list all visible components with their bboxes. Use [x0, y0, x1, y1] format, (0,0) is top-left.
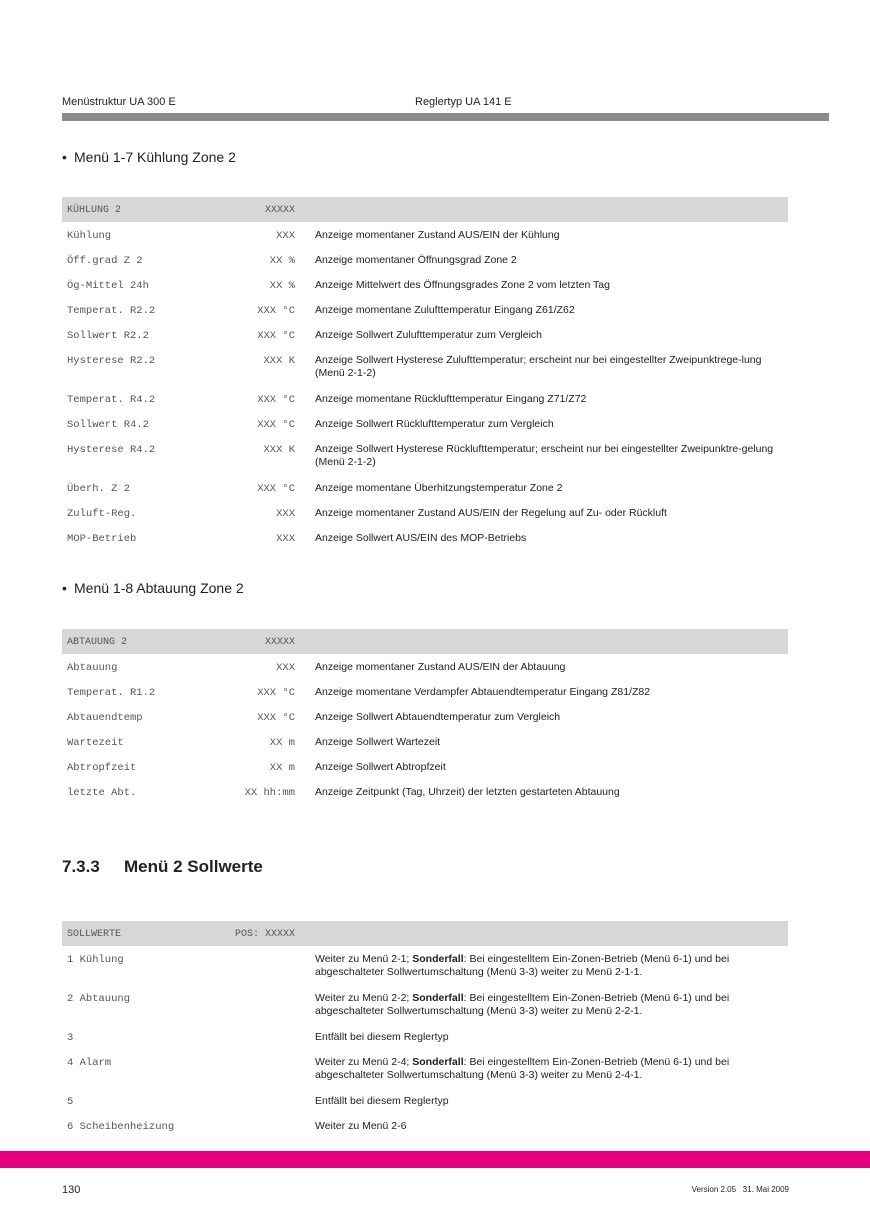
row-label: Öff.grad Z 2 [67, 255, 143, 267]
menu-table-sollwerte [62, 921, 788, 1138]
row-description: Anzeige momentaner Zustand AUS/EIN der Abtauung [315, 661, 566, 673]
desc-emphasis: Sonderfall [412, 992, 464, 1004]
row-value: XX % [269, 255, 295, 267]
desc-text: Weiter zu Menü 2-4; [315, 1056, 413, 1068]
page-number: 130 [62, 1184, 81, 1196]
chapter-heading [62, 857, 263, 877]
row-description: Anzeige Sollwert Abtauendtemperatur zum Vergleich [315, 711, 561, 723]
table-row [62, 779, 788, 804]
row-value: XXX [276, 533, 295, 545]
row-description [315, 953, 785, 979]
desc-text: : Bei eingestelltem Ein-Zonen-Betrieb (Menü 6-1) und bei abgeschalteter Sollwertumschaltung (Menü 3-3) weiter zu Menü 2-1-1. [315, 953, 730, 978]
row-label: Überh. Z 2 [67, 483, 131, 495]
desc-emphasis: Sonderfall [412, 1056, 464, 1068]
row-value: XXX °C [257, 483, 295, 495]
row-label: Hysterese R2.2 [67, 355, 156, 367]
chapter-number: 7.3.3 [62, 857, 100, 876]
desc-text: : Bei eingestelltem Ein-Zonen-Betrieb (Menü 6-1) und bei abgeschalteter Sollwertumschaltung (Menü 3-3) weiter zu Menü 2-2-1. [315, 992, 730, 1017]
bullet: • [62, 580, 67, 596]
row-value: XXX °C [257, 330, 295, 342]
section-title-text: Menü 1-8 Abtauung Zone 2 [74, 580, 244, 596]
row-description: Anzeige Sollwert Rücklufttemperatur zum Vergleich [315, 418, 554, 430]
bullet: • [62, 149, 67, 165]
desc-emphasis: Sonderfall [412, 953, 464, 965]
header-value: POS: XXXXX [234, 929, 295, 940]
row-value: XXX [276, 662, 295, 674]
table-row [62, 1113, 788, 1138]
row-label: 3 [67, 1032, 74, 1044]
desc-text: Entfällt bei diesem Reglertyp [315, 1031, 449, 1043]
table-row [62, 679, 788, 704]
row-label: 5 [67, 1096, 74, 1108]
row-label: MOP-Betrieb [67, 533, 137, 545]
row-description: Anzeige Sollwert Zulufttemperatur zum Vergleich [315, 329, 543, 341]
row-value: XXX °C [257, 394, 295, 406]
row-label: Temperat. R1.2 [67, 687, 156, 699]
row-description: Anzeige momentane Zulufttemperatur Eingang Z61/Z62 [315, 304, 575, 316]
section-title-kuehlung [62, 149, 236, 165]
table-row [62, 322, 788, 347]
menu-table-kuehlung [62, 197, 788, 550]
row-description: Anzeige Sollwert Abtropfzeit [315, 761, 446, 773]
row-description [315, 992, 785, 1018]
row-value: XXX [276, 508, 295, 520]
row-description: Anzeige Mittelwert des Öffnungsgrades Zone 2 vom letzten Tag [315, 279, 610, 291]
row-description [315, 1120, 785, 1133]
row-label: Abtauung [67, 662, 118, 674]
row-description: Anzeige Sollwert Hysterese Rücklufttemperatur; erscheint nur bei eingestellter Zweipunktre-gelung (Menü 2-1-2) [315, 443, 774, 468]
row-label: Zuluft-Reg. [67, 508, 137, 520]
chapter-title: Menü 2 Sollwerte [124, 857, 263, 876]
row-description: Anzeige Sollwert AUS/EIN des MOP-Betriebs [315, 532, 527, 544]
table-row [62, 1049, 788, 1088]
table-row [62, 754, 788, 779]
table-row [62, 500, 788, 525]
row-label: 6 Scheibenheizung [67, 1121, 175, 1133]
row-description: Anzeige Sollwert Wartezeit [315, 736, 441, 748]
table-row [62, 985, 788, 1024]
table-row [62, 247, 788, 272]
row-label: Abtauendtemp [67, 712, 143, 724]
row-value: XX hh:mm [244, 787, 295, 799]
table-header [62, 197, 788, 222]
header-rule [62, 113, 829, 121]
table-row [62, 386, 788, 411]
row-value: XXX K [263, 444, 295, 456]
row-description: Anzeige momentane Überhitzungstemperatur Zone 2 [315, 482, 563, 494]
table-row [62, 525, 788, 550]
table-row [62, 654, 788, 679]
version-date: Version 2.05 31. Mai 2009 [691, 1185, 789, 1194]
desc-text: : Bei eingestelltem Ein-Zonen-Betrieb (Menü 6-1) und bei abgeschalteter Sollwertumschaltung (Menü 3-3) weiter zu Menü 2-4-1. [315, 1056, 730, 1081]
row-value: XXX °C [257, 305, 295, 317]
header-label: ABTAUUNG 2 [67, 637, 128, 648]
row-value: XXX °C [257, 419, 295, 431]
section-title-abtauung [62, 580, 244, 596]
table-row [62, 222, 788, 247]
row-label: 1 Kühlung [67, 954, 124, 966]
table-row [62, 347, 788, 386]
row-description: Anzeige momentaner Zustand AUS/EIN der Regelung auf Zu- oder Rückluft [315, 507, 667, 519]
table-row [62, 1024, 788, 1049]
desc-text: Weiter zu Menü 2-2; [315, 992, 413, 1004]
desc-text: Weiter zu Menü 2-6 [315, 1120, 407, 1132]
header-label: SOLLWERTE [67, 929, 122, 940]
row-label: letzte Abt. [67, 787, 137, 799]
header-value: XXXXX [264, 637, 295, 648]
section-title-text: Menü 1-7 Kühlung Zone 2 [74, 149, 236, 165]
row-description [315, 1095, 785, 1108]
row-description: Anzeige Zeitpunkt (Tag, Uhrzeit) der letzten gestarteten Abtauung [315, 786, 620, 798]
row-description: Anzeige momentane Verdampfer Abtauendtemperatur Eingang Z81/Z82 [315, 686, 651, 698]
row-label: Temperat. R2.2 [67, 305, 156, 317]
menu-table-abtauung [62, 629, 788, 804]
row-description: Anzeige momentaner Zustand AUS/EIN der Kühlung [315, 229, 560, 241]
footer-band [0, 1151, 870, 1168]
row-label: Wartezeit [67, 737, 124, 749]
row-description: Anzeige Sollwert Hysterese Zulufttemperatur; erscheint nur bei eingestellter Zweipunktrege-lung (Menü 2-1-2) [315, 354, 762, 379]
row-description [315, 1056, 785, 1082]
table-row [62, 704, 788, 729]
table-row [62, 475, 788, 500]
table-row [62, 1088, 788, 1113]
row-label: Temperat. R4.2 [67, 394, 156, 406]
row-description: Anzeige momentane Rücklufttemperatur Eingang Z71/Z72 [315, 393, 587, 405]
row-value: XXX °C [257, 687, 295, 699]
row-value: XXX [276, 230, 295, 242]
table-row [62, 436, 788, 475]
row-label: Hysterese R4.2 [67, 444, 156, 456]
row-value: XX % [269, 280, 295, 292]
desc-text: Entfällt bei diesem Reglertyp [315, 1095, 449, 1107]
table-header [62, 921, 788, 946]
table-header [62, 629, 788, 654]
row-value: XXX K [263, 355, 295, 367]
table-row [62, 411, 788, 436]
row-label: 4 Alarm [67, 1057, 112, 1069]
header-value: XXXXX [264, 205, 295, 216]
row-label: Sollwert R2.2 [67, 330, 149, 342]
row-value: XX m [269, 762, 295, 774]
row-label: Ög-Mittel 24h [67, 280, 149, 292]
table-row [62, 297, 788, 322]
table-row [62, 946, 788, 985]
row-description [315, 1031, 785, 1044]
header-controller-type: Reglertyp UA 141 E [415, 96, 512, 108]
row-value: XX m [269, 737, 295, 749]
row-label: Abtropfzeit [67, 762, 137, 774]
row-label: Sollwert R4.2 [67, 419, 149, 431]
table-row [62, 729, 788, 754]
desc-text: Weiter zu Menü 2-1; [315, 953, 413, 965]
row-description: Anzeige momentaner Öffnungsgrad Zone 2 [315, 254, 517, 266]
row-label: 2 Abtauung [67, 993, 131, 1005]
header-document-title: Menüstruktur UA 300 E [62, 96, 176, 108]
table-row [62, 272, 788, 297]
header-label: KÜHLUNG 2 [67, 205, 122, 216]
row-value: XXX °C [257, 712, 295, 724]
row-label: Kühlung [67, 230, 112, 242]
